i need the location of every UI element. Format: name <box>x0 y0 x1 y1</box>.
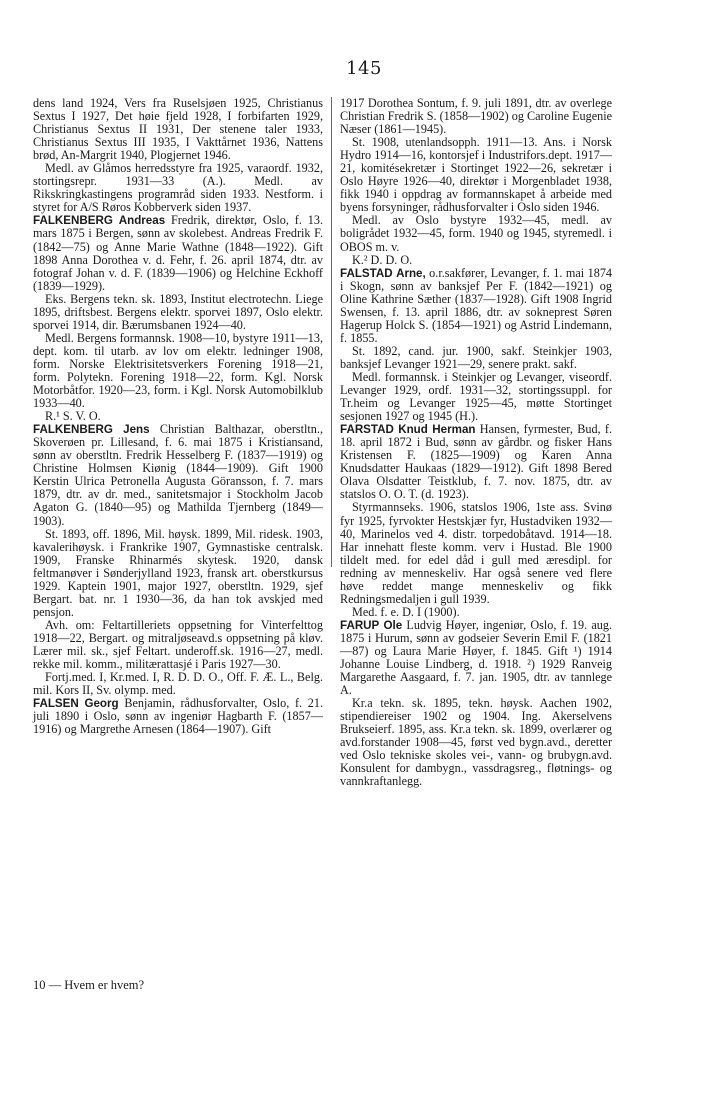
entry-paragraph <box>340 501 612 605</box>
entry-text: Fortj.med. I, Kr.med. I, R. D. D. O., Off. F. Æ. L., Belg. mil. Kors II, Sv. olymp. med. <box>33 670 323 698</box>
biography-entry <box>340 619 612 697</box>
entry-surname: FALSEN <box>33 697 79 711</box>
entry-text: St. 1893, off. 1896, Mil. høysk. 1899, Mil. ridesk. 1903, kavalerihøysk. i Frankrike 1907, Gymnastiske centralsk. 1909, Franske Rhinarmés skytesk. 1920, dansk feltmanøver i Sønderjylland 1923, fransk art. oberstkursus 1929. Kaptein 1901, major 1927, oberstltn. 1929, sjef Bergart. bat. nr. 1 1930—36, da han tok avskjed med pensjon. <box>33 526 323 619</box>
entry-paragraph <box>33 293 323 332</box>
entry-given-name: Arne, <box>396 266 426 280</box>
right-column <box>340 97 612 788</box>
entry-surname: FALKENBERG <box>33 214 113 228</box>
page-number: 145 <box>346 58 382 79</box>
entry-surname: FARSTAD <box>340 423 394 437</box>
entry-paragraph <box>33 671 323 697</box>
entry-text: Eks. Bergens tekn. sk. 1893, Institut electrotechn. Liege 1895, driftsbest. Bergens elektr. sporvei 1897, Oslo elektr. sporvei 1914, dir. Bærumsbanen 1924—40. <box>33 291 323 332</box>
entry-given-name: Andreas <box>118 214 166 228</box>
entry-given-name: Jens <box>123 423 150 437</box>
entry-paragraph <box>340 97 612 136</box>
entry-text: Medl. formannsk. i Steinkjer og Levanger, viseordf. Levanger 1929, ordf. 1931—32, stortingssuppl. for Tr.heim og Levanger 1925—45, møtte Stortinget sesjonen 1927 og 1945 (H.). <box>340 369 612 424</box>
entry-surname: FALKENBERG <box>33 423 113 437</box>
entry-text: Fredrik, direktør, Oslo, f. 13. mars 1875 i Bergen, sønn av skolebest. Andreas Fredrik F. (1842—75) og Anne Marie Wathne (1848—1922). Gift 1898 Anna Dorothea v. d. Fehr, f. 26. april 1874, dtr. av fotograf Johan v. d. F. (1839—1906) og Helchine Eckhoff (1839—1929). <box>33 213 323 293</box>
entry-text: Benjamin, rådhusforvalter, Oslo, f. 21. juli 1890 i Oslo, sønn av ingeniør Hagbarth F. (1857—1916) og Margrethe Arnesen (1864—1907). Gift <box>33 696 324 737</box>
entry-text: Ludvig Høyer, ingeniør, Oslo, f. 19. aug. 1875 i Hurum, sønn av godseier Severin Emil F. (1821—87) og Laura Marie Høyer, f. 1845. Gift ¹) 1914 Johanne Louise Lindberg, d. 1918. ²) 1929 Ranveig Margarethe Aasgaard, f. 7. jan. 1905, dtr. av tannlege A. <box>340 617 613 698</box>
entry-paragraph <box>340 371 612 423</box>
entry-given-name: Knud Herman <box>398 423 476 437</box>
biography-entry <box>33 214 323 292</box>
entry-given-name: Ole <box>383 618 403 632</box>
biography-entry <box>33 697 323 736</box>
entry-text: Medl. av Glåmos herredsstyre fra 1925, varaordf. 1932, stortingsrepr. 1931—33 (A.). Medl. av Rikskringkastingens programråd siden 1933. Nestform. i styret for A/S Røros Kobberverk siden 1937. <box>33 161 323 215</box>
entry-text: Hansen, fyrmester, Bud, f. 18. april 1872 i Bud, sønn av gårdbr. og fisker Hans Kristensen F. (1825—1909) og Karen Anna Knudsdatter Haukaas (1829—1912). Gift 1898 Bered Olava Olsdatter Teistklub, f. 7. nov. 1875, dtr. av statslos O. O. T. (d. 1923). <box>340 422 612 502</box>
left-column <box>33 97 323 736</box>
entry-text: Med. f. e. D. I (1900). <box>352 604 460 619</box>
biography-entry <box>340 423 612 501</box>
entry-text: Christian Balthazar, oberstltn., Skoverøen pr. Lillesand, f. 6. mai 1875 i Kristiansand, sønn av oberstltn. Fredrik Hesselberg F. (1837—1919) og Christine Holmsen Kiønig (1844—1909). Gift 1900 Kerstin Ulrica Petronella Augusta Göransson, f. 7. mars 1879, dtr. av dr. med., sanitetsmajor i Stockholm Jacob Agaton G. (1840—95) og Mathilda Tjernberg (1849—1903). <box>33 422 323 528</box>
entry-paragraph <box>33 162 323 214</box>
entry-paragraph <box>33 619 323 671</box>
entry-text: Avh. om: Feltartilleriets oppsetning for Vinterfelttog 1918—22, Bergart. og mitraljøseavd.s oppsetning på kløv. Lærer mil. sk., sjef Feltart. underoff.sk. 1916—27, medl. rekke mil. komm., militærattasjé i Paris 1927—30. <box>33 617 323 672</box>
entry-paragraph <box>340 345 612 371</box>
entry-text: Styrmannseks. 1906, statslos 1906, 1ste ass. Svinø fyr 1925, fyrvokter Hestskjær fyr, Hustadviken 1932—40, Marinelos ved 4. distr. torpedobåtavd. 1914—18. Har innehatt fleste komm. verv i Hustad. Ble 1900 tildelt med. for edel dåd i gull med æresdipl. for redning av menneskeliv. Har også senere ved flere høve reddet mange menneskeliv og fikk Redningsmedaljen i gull 1939. <box>340 500 612 606</box>
entry-text: St. 1892, cand. jur. 1900, sakf. Steinkjer 1903, banksjef Levanger 1921—29, senere prakt. sakf. <box>340 343 612 371</box>
entry-paragraph <box>33 528 323 619</box>
page-footer: 10 — Hvem er hvem? <box>33 978 145 992</box>
entry-surname: FARUP <box>340 618 380 632</box>
biography-entry <box>340 267 612 345</box>
entry-text: o.r.sakfører, Levanger, f. 1. mai 1874 i Skogn, sønn av banksjef Per F. (1842—1921) og Oline Kathrine Sæther (1837—1928). Gift 1908 Ingrid Swensen, f. 13. april 1886, dtr. av sokneprest Søren Hagerup Holck S. (1854—1921) og Astrid Lindemann, f. 1855. <box>340 265 613 345</box>
entry-paragraph <box>340 697 612 788</box>
entry-surname: FALSTAD <box>340 266 393 280</box>
entry-text: K.² D. D. O. <box>352 252 413 267</box>
entry-paragraph <box>340 214 612 253</box>
entry-given-name: Georg <box>84 697 119 711</box>
entry-paragraph <box>33 332 323 410</box>
biography-entry <box>33 423 323 527</box>
entry-text: 1917 Dorothea Sontum, f. 9. juli 1891, dtr. av overlege Christian Fredrik S. (1858—1902) og Caroline Eugenie Næser (1861—1945). <box>340 96 612 137</box>
entry-text: dens land 1924, Vers fra Ruselsjøen 1925, Christianus Sextus I 1927, Det høie fjeld 1928, I forbifarten 1929, Christianus Sextus II 1931, Der stenene taler 1933, Christianus Sextus III 1935, I Vakttårnet 1936, Nattens brød, An-Margrit 1940, Plogjernet 1946. <box>33 96 323 163</box>
entry-text: Medl. av Oslo bystyre 1932—45, medl. av boligrådet 1932—45, form. 1940 og 1945, styremedl. i OBOS m. v. <box>340 213 612 254</box>
entry-paragraph <box>340 136 612 214</box>
entry-paragraph <box>33 97 323 162</box>
entry-text: Medl. Bergens formannsk. 1908—10, bystyre 1911—13, dept. kom. til utarb. av lov om elektr. ledninger 1908, form. Norske Elektrisitetsverkers Forening 1918—21, form. Polytekn. Forening 1918—22, form. Kgl. Norsk Motorbåtfor. 1920—23, form. i Kgl. Norsk Automobilklub 1933—40. <box>33 330 323 411</box>
entry-text: R.¹ S. V. O. <box>45 409 101 424</box>
column-divider <box>331 97 332 567</box>
entry-text: St. 1908, utenlandsopph. 1911—13. Ans. i Norsk Hydro 1914—16, kontorsjef i Industrifors.dept. 1917—21, komitésekretær i Stortinget 1922—26, sekretær i Oslo Høyre 1926—40, direktør i Morgenbladet 1938, fikk 1940 i oppdrag av formannskapet å arbeide med byens forsyninger, rådhusforvalter i Oslo siden 1946. <box>340 135 612 215</box>
entry-text: Kr.a tekn. sk. 1895, tekn. høysk. Aachen 1902, stipendiereiser 1902 og 1904. Ing. Akerselvens Brukseierf. 1895, ass. Kr.a tekn. sk. 1899, overlærer og avd.forstander 1908—45, først ved bygn.avd., deretter ved Oslo tekniske skoles vei-, vann- og brubygn.avd. Konsulent for dambygn., vassdragsreg., fløtnings- og vannkraftanlegg. <box>340 696 612 789</box>
